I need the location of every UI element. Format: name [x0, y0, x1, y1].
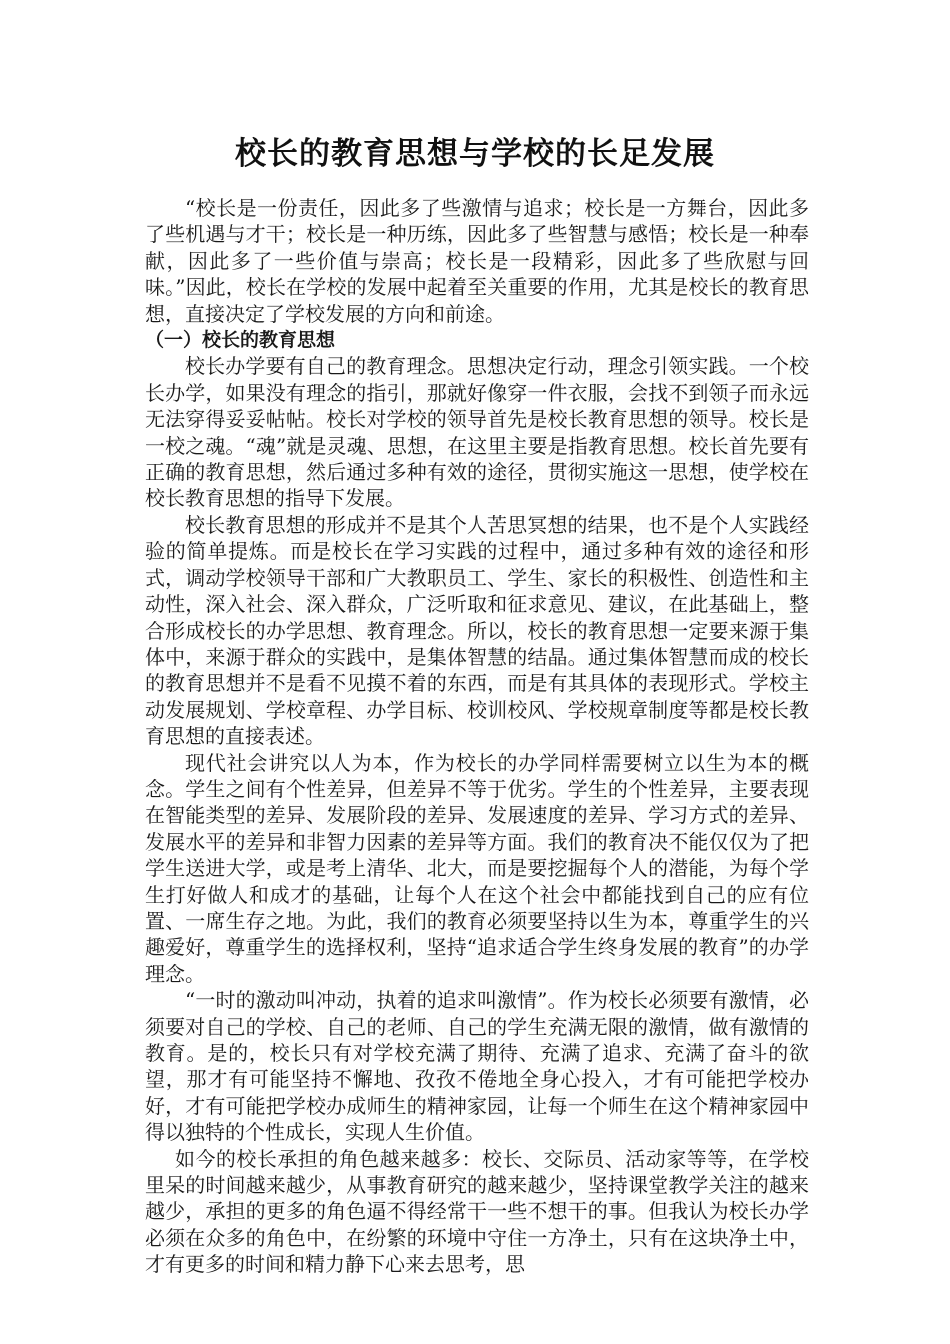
paragraph-5: 如今的校长承担的角色越来越多：校长、交际员、活动家等等，在学校里呆的时间越来越少，从事教育研究的越来越少，坚持课堂教学关注的越来越少，承担的更多的角色逼不得经常干一些不想干的事。但我认为校长办学必须在众多的角色中，在纷繁的环境中守住一方净土，只有在这块净土中，才有更多的时间和精力静下心来去思考，思 — [145, 1146, 809, 1277]
paragraph-3: 现代社会讲究以人为本，作为校长的办学同样需要树立以生为本的概念。学生之间有个性差异，但差异不等于优劣。学生的个性差异，主要表现在智能类型的差异、发展阶段的差异、发展速度的差异、学习方式的差异、发展水平的差异和非智力因素的差异等方面。我们的教育决不能仅仅为了把学生送进大学，或是考上清华、北大，而是要挖掘每个人的潜能，为每个学生打好做人和成才的基础，让每个人在这个社会中都能找到自己的应有位置、一席生存之地。为此，我们的教育必须要坚持以生为本，尊重学生的兴趣爱好，尊重学生的选择权利，坚持“追求适合学生终身发展的教育”的办学理念。 — [145, 750, 809, 986]
section-heading: （一）校长的教育思想 — [145, 329, 336, 352]
paragraph-4: “一时的激动叫冲动，执着的追求叫激情”。作为校长必须要有激情，必须要对自己的学校、自己的老师、自己的学生充满无限的激情，做有激情的教育。是的，校长只有对学校充满了期待、充满了追求、充满了奋斗的欲望，那才有可能坚持不懈地、孜孜不倦地全身心投入，才有可能把学校办好，才有可能把学校办成师生的精神家园，让每一个师生在这个精神家园中得以独特的个性成长，实现人生价值。 — [145, 988, 809, 1145]
paragraph-1: 校长办学要有自己的教育理念。思想决定行动，理念引领实践。一个校长办学，如果没有理念的指引，那就好像穿一件衣服，会找不到领子而永远无法穿得妥妥帖帖。校长对学校的领导首先是校长教育思想的领导。校长是一校之魂。“魂”就是灵魂、思想，在这里主要是指教育思想。校长首先要有正确的教育思想，然后通过多种有效的途径，贯彻实施这一思想，使学校在校长教育思想的指导下发展。 — [145, 354, 809, 511]
paragraph-2: 校长教育思想的形成并不是其个人苦思冥想的结果，也不是个人实践经验的简单提炼。而是校长在学习实践的过程中，通过多种有效的途径和形式，调动学校领导干部和广大教职员工、学生、家长的积极性、创造性和主动性，深入社会、深入群众，广泛听取和征求意见、建议，在此基础上，整合形成校长的办学思想、教育理念。所以，校长的教育思想一定要来源于集体中，来源于群众的实践中，是集体智慧的结晶。通过集体智慧而成的校长的教育思想并不是看不见摸不着的东西，而是有其具体的表现形式。学校主动发展规划、学校章程、办学目标、校训校风、学校规章制度等都是校长教育思想的直接表述。 — [145, 512, 809, 749]
intro-paragraph: “校长是一份责任，因此多了些激情与追求；校长是一方舞台，因此多了些机遇与才干；校长是一种历练，因此多了些智慧与感悟；校长是一种奉献，因此多了一些价值与崇高；校长是一段精彩，因此多了些欣慰与回味。”因此，校长在学校的发展中起着至关重要的作用，尤其是校长的教育思想，直接决定了学校发展的方向和前途。 — [145, 196, 809, 326]
document-body — [145, 195, 809, 1278]
document-title: 校长的教育思想与学校的长足发展 — [235, 136, 715, 172]
